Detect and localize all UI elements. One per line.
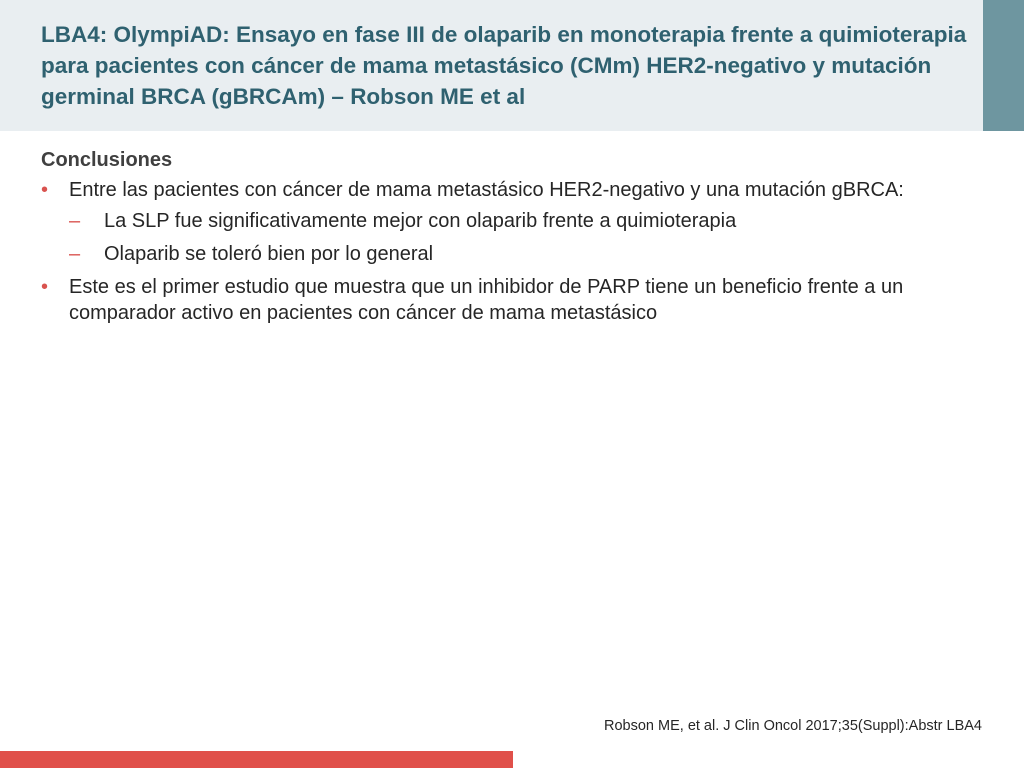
reference-citation: Robson ME, et al. J Clin Oncol 2017;35(Suppl):Abstr LBA4 xyxy=(604,718,982,734)
slide-title: LBA4: OlympiAD: Ensayo en fase III de olaparib en monoterapia frente a quimioterapia para pacientes con cáncer de mama metastásico (CMm) HER2-negativo y mutación germinal BRCA (gBRCAm) – Robson ME et al xyxy=(41,22,967,109)
header-accent-block xyxy=(983,0,1024,131)
sub-bullet-text: Olaparib se toleró bien por lo general xyxy=(104,243,434,265)
footer-accent-bar xyxy=(0,751,513,768)
bullet-list xyxy=(41,177,991,326)
bullet-marker-icon: • xyxy=(41,179,49,201)
sub-bullet-text: La SLP fue significativamente mejor con olaparib frente a quimioterapia xyxy=(104,210,737,232)
bullet-text: Este es el primer estudio que muestra que un inhibidor de PARP tiene un beneficio frente a un comparador activo en pacientes con cáncer de mama metastásico xyxy=(69,276,904,324)
bullet-item xyxy=(41,274,991,326)
dash-marker-icon: – xyxy=(69,210,81,232)
section-heading: Conclusiones xyxy=(41,149,173,171)
sub-bullet-item xyxy=(69,208,991,234)
bullet-marker-icon: • xyxy=(41,276,49,298)
sub-bullet-list xyxy=(69,208,991,267)
dash-marker-icon: – xyxy=(69,243,81,265)
slide-content xyxy=(41,146,991,331)
bullet-item xyxy=(41,177,991,267)
sub-bullet-item xyxy=(69,241,991,267)
bullet-text: Entre las pacientes con cáncer de mama metastásico HER2-negativo y una mutación gBRCA: xyxy=(69,179,904,201)
